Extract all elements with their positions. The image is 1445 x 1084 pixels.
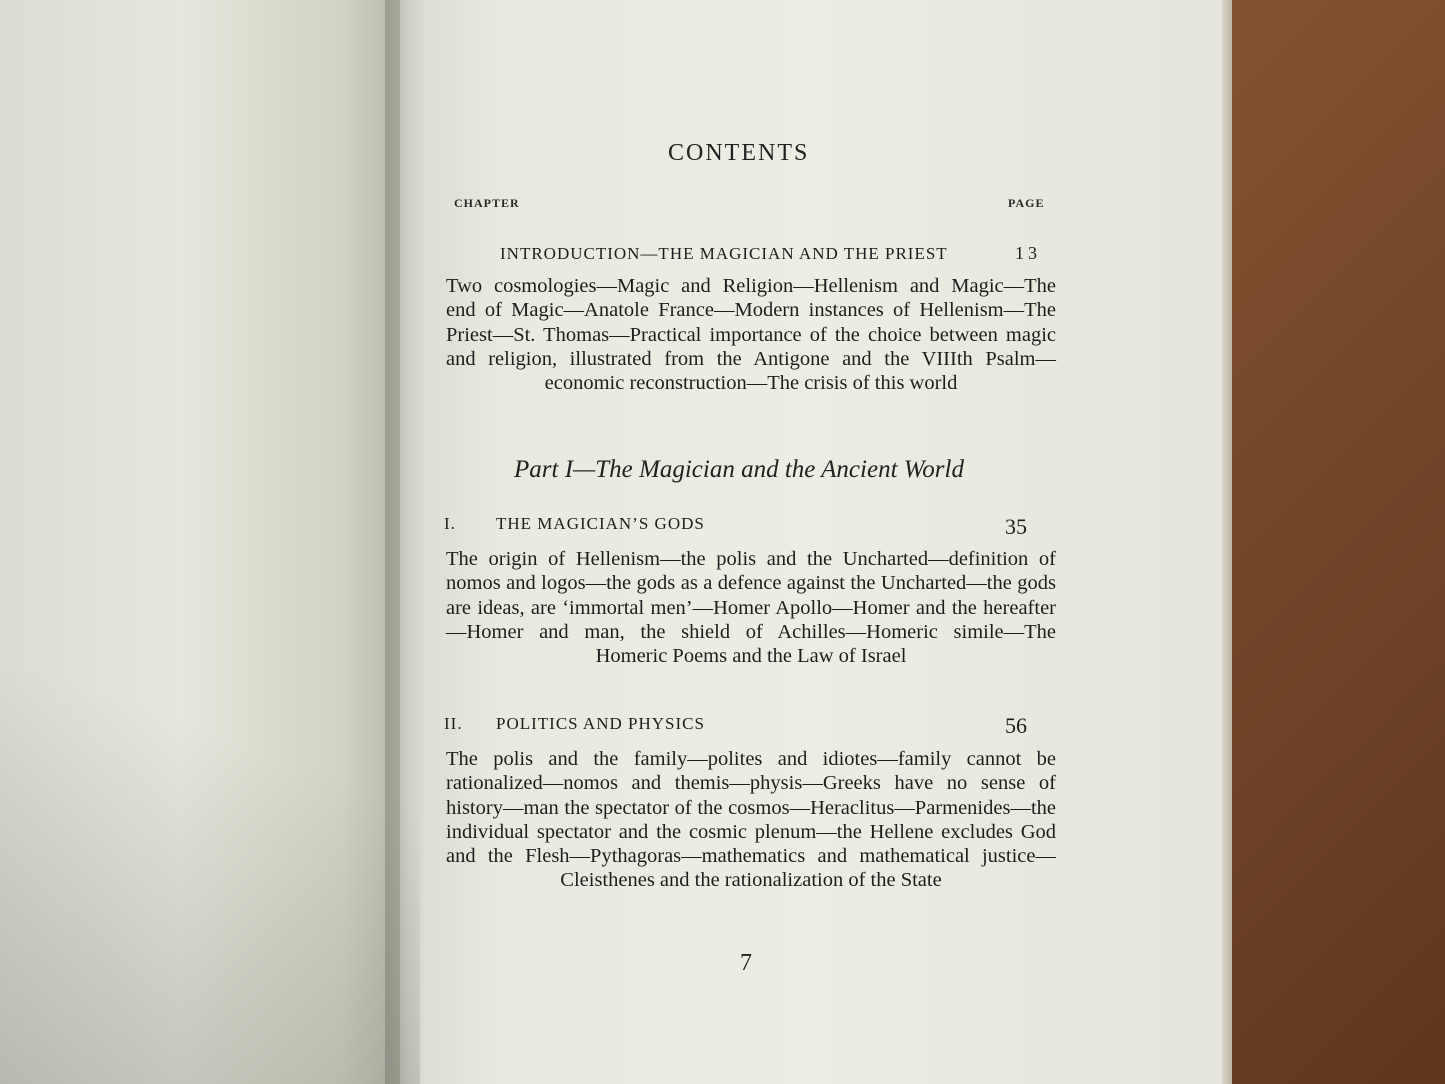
chapter-column-label: CHAPTER bbox=[454, 196, 520, 210]
page-title: CONTENTS bbox=[668, 140, 810, 166]
page-column-label: PAGE bbox=[1008, 196, 1045, 210]
part-title: Part I—The Magician and the Ancient World bbox=[514, 456, 964, 483]
contents-page bbox=[430, 0, 1070, 1084]
entry-chapter-1-heading bbox=[444, 514, 705, 534]
entry-chapter-1-page: 35 bbox=[1005, 514, 1027, 539]
entry-chapter-2-page: 56 bbox=[1005, 713, 1027, 738]
entry-introduction-description: Two cosmologies—Magic and Religion—Hellenism and Magic—The end of Magic—Anatole France—Modern instances of Hellenism—The Priest—St. Thomas—Practical importance of the choice between magic and religion, illustrated from the Antigone and the VIIIth Psalm—economic reconstruction—The crisis of this world bbox=[446, 275, 1056, 395]
entry-chapter-1-number: I. bbox=[444, 514, 456, 533]
entry-chapter-2-number: II. bbox=[444, 714, 463, 733]
entry-introduction-title: INTRODUCTION—THE MAGICIAN AND THE PRIEST bbox=[500, 244, 948, 263]
entry-chapter-1-title: THE MAGICIAN’S GODS bbox=[496, 514, 705, 533]
page-edge bbox=[1222, 0, 1232, 1084]
page-number: 7 bbox=[740, 950, 752, 976]
page-shadow bbox=[0, 520, 420, 1084]
entry-chapter-2-title: POLITICS AND PHYSICS bbox=[496, 714, 705, 733]
entry-introduction-page: 13 bbox=[1015, 243, 1041, 263]
entry-chapter-1-description: The origin of Hellenism—the polis and the Uncharted—definition of nomos and logos—the gods as a defence against the Uncharted—the gods are ideas, are ‘immortal men’—Homer Apollo—Homer and the hereafter—Homer and man, the shield of Achilles—Homeric simile—The Homeric Poems and the Law of Israel bbox=[446, 548, 1056, 668]
entry-chapter-2-heading bbox=[444, 714, 705, 734]
entry-chapter-2-description: The polis and the family—polites and idiotes—family cannot be rationalized—nomos and themis—physis—Greeks have no sense of history—man the spectator of the cosmos—Heraclitus—Parmenides—the individual spectator and the cosmic plenum—the Hellene excludes God and the Flesh—Pythagoras—mathematics and mathematical justice—Cleisthenes and the rationalization of the State bbox=[446, 748, 1056, 892]
